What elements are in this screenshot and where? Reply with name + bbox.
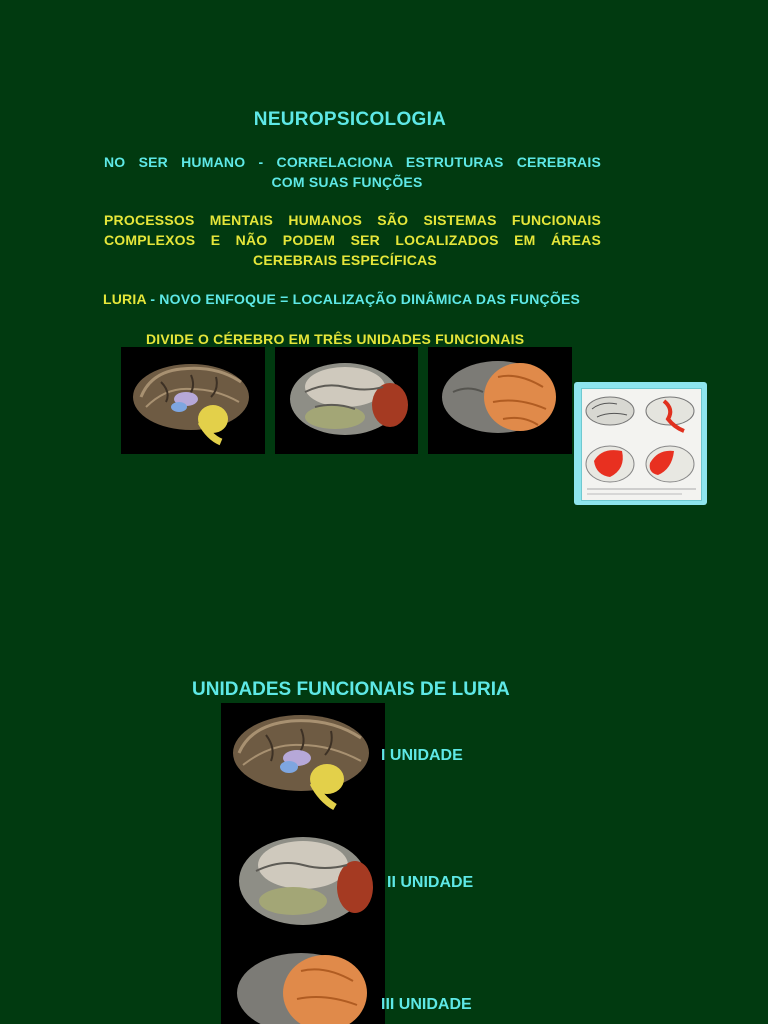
diagram-image	[581, 388, 702, 501]
luria-description: - NOVO ENFOQUE = LOCALIZAÇÃO DINÂMICA DAS FUNÇÕES	[146, 291, 581, 307]
brain-stack	[221, 703, 385, 1024]
unit-label-2: II UNIDADE	[387, 874, 474, 891]
text-line: NO SER HUMANO - CORRELACIONA ESTRUTURAS CEREBRAIS	[104, 154, 601, 170]
diagram-frame	[574, 382, 707, 505]
page-title: NEUROPSICOLOGIA	[253, 109, 447, 130]
brain-image-unit-2	[275, 347, 418, 454]
text-line: DIVIDE O CÉREBRO EM TRÊS UNIDADES FUNCIONAIS	[146, 331, 525, 347]
text-line: COMPLEXOS E NÃO PODEM SER LOCALIZADOS EM ÁREAS	[104, 232, 601, 248]
brain-image-unit-1	[121, 347, 265, 454]
text-line: COM SUAS FUNÇÕES	[271, 174, 423, 190]
section-title: UNIDADES FUNCIONAIS DE LURIA	[192, 679, 510, 700]
luria-line	[103, 291, 580, 307]
unit-label-3: III UNIDADE	[381, 996, 472, 1013]
text-line: PROCESSOS MENTAIS HUMANOS SÃO SISTEMAS FUNCIONAIS	[104, 212, 601, 228]
text-line: CEREBRAIS ESPECÍFICAS	[253, 252, 437, 268]
brain-image-unit-3	[428, 347, 572, 454]
unit-label-1: I UNIDADE	[381, 747, 463, 764]
luria-name: LURIA	[103, 291, 147, 307]
